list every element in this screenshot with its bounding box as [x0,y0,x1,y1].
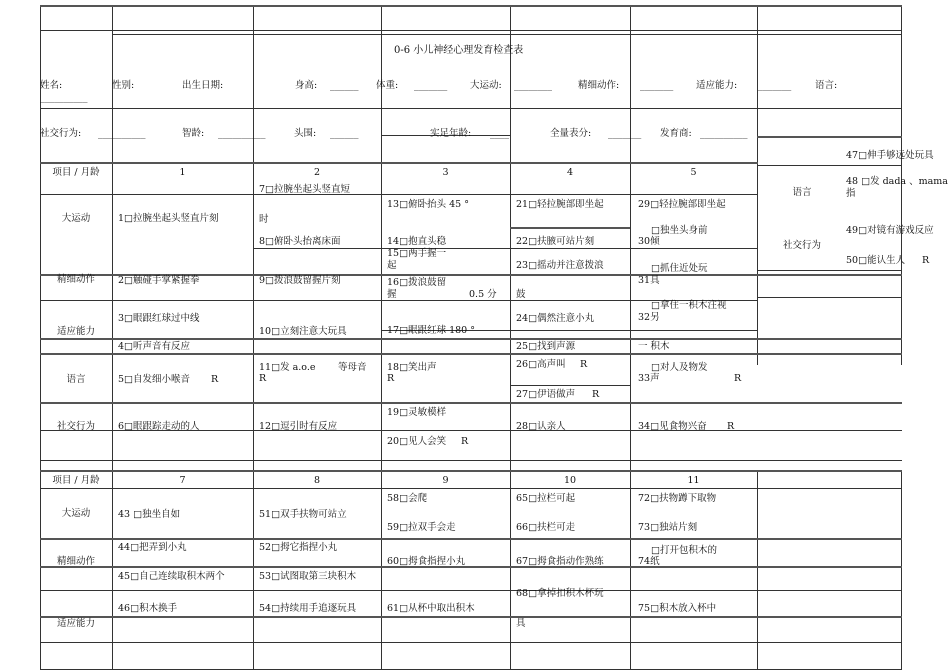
item-46[interactable]: 46□积木换手 [118,603,178,614]
item-22[interactable]: 22□扶腋可站片刻 [516,236,595,247]
sex-label: 性别: [112,80,135,91]
item-7[interactable]: 7□拉腕坐起头竖直短 [259,184,351,195]
item-14[interactable]: 14□抱直头稳 [387,236,447,247]
item-60[interactable]: 60□拇食指捏小丸 [387,556,466,567]
item-26-r-mark: R [580,359,588,370]
item-68-cont: 具 [516,618,526,629]
item-25[interactable]: 25□找到声源 [516,341,576,352]
item-6[interactable]: 6□眼跟踪走动的人 [118,421,200,432]
language-label: 语言: [815,80,838,91]
category-adaptive-2: 适应能力 [56,618,95,629]
month-11: 11 [687,475,700,486]
item-66[interactable]: 66□扶栏可走 [516,522,576,533]
item-58[interactable]: 58□会爬 [387,493,428,504]
actual-age-blank[interactable]: ____ [490,128,509,139]
item-43[interactable]: 43 □独坐自如 [118,509,181,520]
item-65[interactable]: 65□拉栏可起 [516,493,576,504]
item-24[interactable]: 24□偶然注意小丸 [516,313,595,324]
month-10: 10 [563,475,577,486]
item-50[interactable]: 50□能认生人 [846,255,906,266]
item-26[interactable]: 26□高声叫 [516,359,566,370]
item-32-cont: 一 积木 [638,341,670,352]
item-4[interactable]: 4□听声音有反应 [118,341,191,352]
item-30-num: 30倾 [638,236,660,247]
gross-motor-blank[interactable]: ________ [514,80,552,91]
item-11-cont: 等母音 [338,362,367,373]
item-11-r-mark: R [259,373,267,384]
item-48-cont: 指 [846,188,856,199]
item-19[interactable]: 19□灵敏模样 [387,407,447,418]
item-49[interactable]: 49□对镜有游戏反应 [846,225,934,236]
fine-motor-label: 精细动作: [578,80,620,91]
item-18[interactable]: 18□笑出声 [387,362,437,373]
item-8[interactable]: 8□俯卧头抬离床面 [259,236,341,247]
item-28[interactable]: 28□认亲人 [516,421,566,432]
item-45[interactable]: 45□自己连续取积木两个 [118,571,225,582]
actual-age-label: 实足年龄: [430,128,472,139]
item-20[interactable]: 20□见人会笑 [387,436,447,447]
item-18-r-mark: R [387,373,395,384]
month-7: 7 [179,475,186,486]
weight-blank[interactable]: _______ [414,80,448,91]
item-67[interactable]: 67□拇食指动作熟练 [516,556,604,567]
item-53[interactable]: 53□试图取第三块积木 [259,571,357,582]
item-59[interactable]: 59□拉双手会走 [387,522,456,533]
category-social: 社交行为 [56,421,95,432]
item-16-time: 0.5 分 [469,289,497,300]
category-language: 语言 [66,374,86,385]
item-44[interactable]: 44□把弄到小丸 [118,542,187,553]
weight-label: 体重: [376,80,399,91]
category-gross-motor: 大运动 [61,213,91,224]
item-1[interactable]: 1□拉腕坐起头竖直片刻 [118,213,219,224]
item-3[interactable]: 3□眼跟红球过中线 [118,313,200,324]
item-73[interactable]: 73□独站片刻 [638,522,698,533]
item-23[interactable]: 23□摇动并注意拨浪 [516,260,604,271]
item-31[interactable]: □抓住近处玩 [651,263,708,274]
item-15[interactable]: 15□两手握一 [387,248,447,259]
full-score-label: 全量表分: [550,128,592,139]
item-68[interactable]: 68□拿掉扣积木杯玩 [516,588,604,599]
item-50-r-mark: R [922,255,930,266]
item-29[interactable]: 29□轻拉腕部即坐起 [638,199,726,210]
height-blank[interactable]: ______ [330,80,359,91]
month-5: 5 [690,167,697,178]
item-33[interactable]: □对人及物发 [651,362,708,373]
item-31-num: 31具 [638,275,660,286]
height-label: 身高: [295,80,318,91]
item-5-r-mark: R [211,374,219,385]
month-4: 4 [566,167,574,178]
category-fine-motor-2: 精细动作 [56,556,95,567]
item-51[interactable]: 51□双手扶物可站立 [259,509,347,520]
head-label: 头围: [294,128,317,139]
social-label: 社交行为: [40,128,82,139]
month-3: 3 [442,167,449,178]
item-32[interactable]: □拿住一积木注视 [651,300,727,311]
item-month-label: 项目 / 月龄 [52,167,100,178]
item-75[interactable]: 75□积木放入杯中 [638,603,717,614]
category-language-right: 语言 [792,187,812,198]
item-11[interactable]: 11□发 a.o.e [259,362,316,373]
gross-motor-label: 大运动: [470,80,502,91]
fine-motor-blank[interactable]: _______ [640,80,674,91]
full-score-blank[interactable]: _______ [608,128,642,139]
month-2: 2 [313,167,321,178]
item-5[interactable]: 5□自发细小喉音 [118,374,191,385]
item-32-num: 32另 [638,312,660,323]
mental-age-label: 智龄: [182,128,205,139]
month-1: 1 [179,167,186,178]
item-9[interactable]: 9□拨浪鼓留握片刻 [259,275,341,286]
item-33-r-mark: R [734,373,742,384]
dq-label: 发育商: [660,128,692,139]
item-27[interactable]: 27□伊语做声 [516,389,576,400]
item-54[interactable]: 54□持续用手追逐玩具 [259,603,357,614]
item-27-r-mark: R [592,389,600,400]
item-2[interactable]: 2□触碰手掌紧握拳 [118,275,200,286]
item-33-num: 33声 [638,373,660,384]
month-9: 9 [442,475,449,486]
page-title: 0-6 小儿神经心理发育检查表 [394,45,524,56]
birth-label: 出生日期: [182,80,224,91]
item-23-cont: 鼓 [516,289,526,300]
category-adaptive: 适应能力 [56,326,95,337]
head-blank[interactable]: ______ [330,128,359,139]
adaptive-blank[interactable]: _______ [758,80,792,91]
month-8: 8 [313,475,321,486]
name-label: 姓名: [40,80,63,91]
mental-age-blank[interactable]: __________ [218,128,266,139]
item-16[interactable]: 16□拨浪鼓留 [387,277,447,288]
item-17[interactable]: 17□眼跟红球 180 ° [387,325,475,336]
category-fine-motor: 精细动作 [56,274,95,285]
item-74[interactable]: □打开包积木的 [651,545,717,556]
item-12[interactable]: 12□逗引时有反应 [259,421,338,432]
social-blank[interactable]: __________ [98,128,146,139]
item-52[interactable]: 52□拇它指捏小丸 [259,542,338,553]
item-47[interactable]: 47□伸手够远处玩具 [846,150,934,161]
item-34-r-mark: R [727,421,735,432]
item-13[interactable]: 13□俯卧抬头 45 ° [387,199,469,210]
item-16-cont: 握 [387,289,397,300]
item-15-cont: 起 [387,260,397,271]
item-month-label-2: 项目 / 月龄 [52,475,100,486]
item-30[interactable]: □独坐头身前 [651,225,708,236]
category-social-right: 社交行为 [782,240,821,251]
item-48[interactable]: 48 □发 dada 、mama [846,176,948,187]
category-gross-motor-2: 大运动 [61,508,91,519]
adaptive-label: 适应能力: [696,80,738,91]
item-20-r-mark: R [461,436,469,447]
item-7-cont: 时 [259,214,269,225]
item-74-num: 74纸 [638,556,660,567]
item-61[interactable]: 61□从杯中取出积木 [387,603,475,614]
name-blank[interactable]: __________ [40,92,88,103]
dq-blank[interactable]: __________ [700,128,748,139]
item-10[interactable]: 10□立刻注意大玩具 [259,326,347,337]
item-21[interactable]: 21□轻拉腕部即坐起 [516,199,604,210]
item-72[interactable]: 72□扶物蹲下取物 [638,493,717,504]
item-34[interactable]: 34□见食物兴奋 [638,421,707,432]
